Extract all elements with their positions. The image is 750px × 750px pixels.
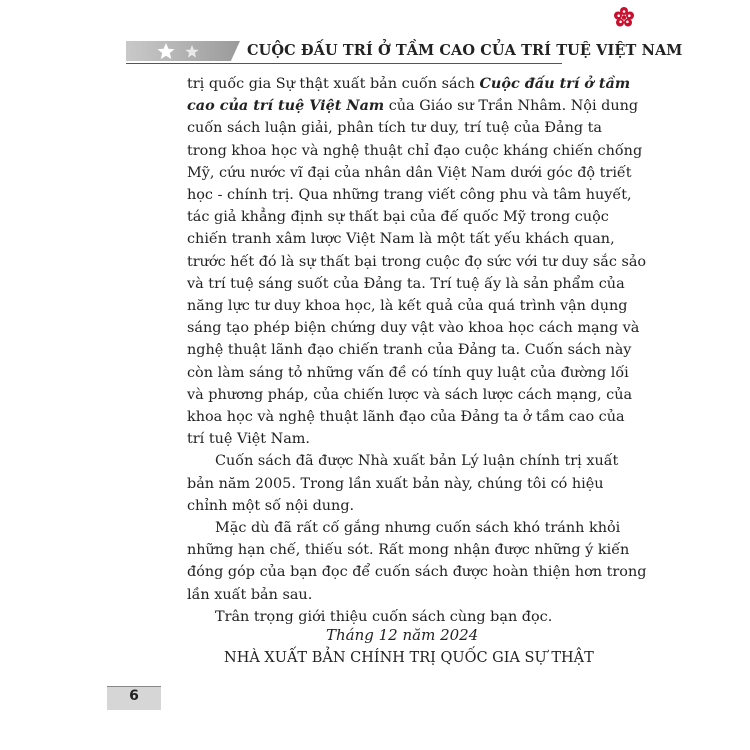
text-line: Cuốn sách đã được Nhà xuất bản Lý luận chính trị xuất	[215, 453, 619, 470]
book-title-emphasis: Cuộc đấu trí ở tầm	[479, 75, 631, 92]
text-line: cuốn sách luận giải, phân tích tư duy, trí tuệ của Đảng ta	[187, 120, 603, 137]
signature-publisher: NHÀ XUẤT BẢN CHÍNH TRỊ QUỐC GIA SỰ THẬT	[224, 650, 594, 666]
page-number-rule	[107, 686, 161, 687]
text-line: trước hết đó là sự thất bại trong cuộc đọ sức với tư duy sắc sảo	[187, 253, 647, 270]
page-number: 6	[129, 688, 139, 704]
text-line: trị quốc gia Sự thật xuất bản cuốn sách Cuộc đấu trí ở tầm	[187, 75, 631, 92]
text-line: sáng tạo phép biện chứng duy vật vào khoa học cách mạng và	[187, 320, 640, 337]
text-line: còn làm sáng tỏ những vấn đề có tính quy luật của đường lối	[187, 364, 629, 381]
text-line: Mặc dù đã rất cố gắng nhưng cuốn sách khó tránh khỏi	[215, 520, 621, 537]
text-line: trong khoa học và nghệ thuật chỉ đạo cuộc kháng chiến chống	[187, 142, 643, 159]
text-line: và phương pháp, của chiến lược và sách lược cách mạng, của	[187, 386, 633, 403]
body-text	[187, 73, 647, 628]
text-line: chiến tranh xâm lược Việt Nam là một tất yếu khách quan,	[187, 231, 615, 248]
text-line: nghệ thuật lãnh đạo chiến tranh của Đảng ta. Cuốn sách này	[187, 342, 632, 359]
paragraph-2	[187, 450, 619, 517]
signature-date: Tháng 12 năm 2024	[326, 626, 479, 644]
book-title-emphasis: cao của trí tuệ Việt Nam	[187, 97, 385, 115]
text-line: khoa học và nghệ thuật lãnh đạo của Đảng ta ở tầm cao của	[187, 409, 625, 426]
header-divider	[126, 63, 562, 64]
text-line: tác giả khẳng định sự thất bại của đế quốc Mỹ trong cuộc	[187, 209, 609, 226]
paragraph-3	[187, 517, 647, 606]
publisher-logo-icon	[613, 6, 635, 28]
text-line: những hạn chế, thiếu sót. Rất mong nhận được những ý kiến	[187, 542, 630, 559]
text-line: học - chính trị. Qua những trang viết công phu và tâm huyết,	[187, 187, 632, 204]
text-line: Mỹ, cứu nước vĩ đại của nhân dân Việt Nam dưới góc độ triết	[187, 164, 632, 181]
text-line: trí tuệ Việt Nam.	[187, 431, 310, 448]
paragraph-1	[187, 73, 647, 450]
text-line: chỉnh một số nội dung.	[187, 497, 355, 514]
text-line: Trân trọng giới thiệu cuốn sách cùng bạn đọc.	[215, 608, 553, 625]
text-line: và trí tuệ sáng suốt của Đảng ta. Trí tuệ ấy là sản phẩm của	[187, 275, 625, 292]
text-line: cao của trí tuệ Việt Nam của Giáo sư Trần Nhâm. Nội dung	[187, 97, 639, 115]
text-line: năng lực tư duy khoa học, là kết quả của quá trình vận dụng	[187, 298, 628, 315]
text-line: đóng góp của bạn đọc để cuốn sách được hoàn thiện hơn trong	[187, 564, 647, 581]
running-header-title: CUỘC ĐẤU TRÍ Ở TẦM CAO CỦA TRÍ TUỆ VIỆT NAM	[247, 42, 683, 59]
text-line: bản năm 2005. Trong lần xuất bản này, chúng tôi có hiệu	[187, 475, 604, 492]
text-line: lần xuất bản sau.	[187, 586, 313, 603]
paragraph-4	[187, 606, 562, 628]
star-icon	[152, 41, 212, 61]
